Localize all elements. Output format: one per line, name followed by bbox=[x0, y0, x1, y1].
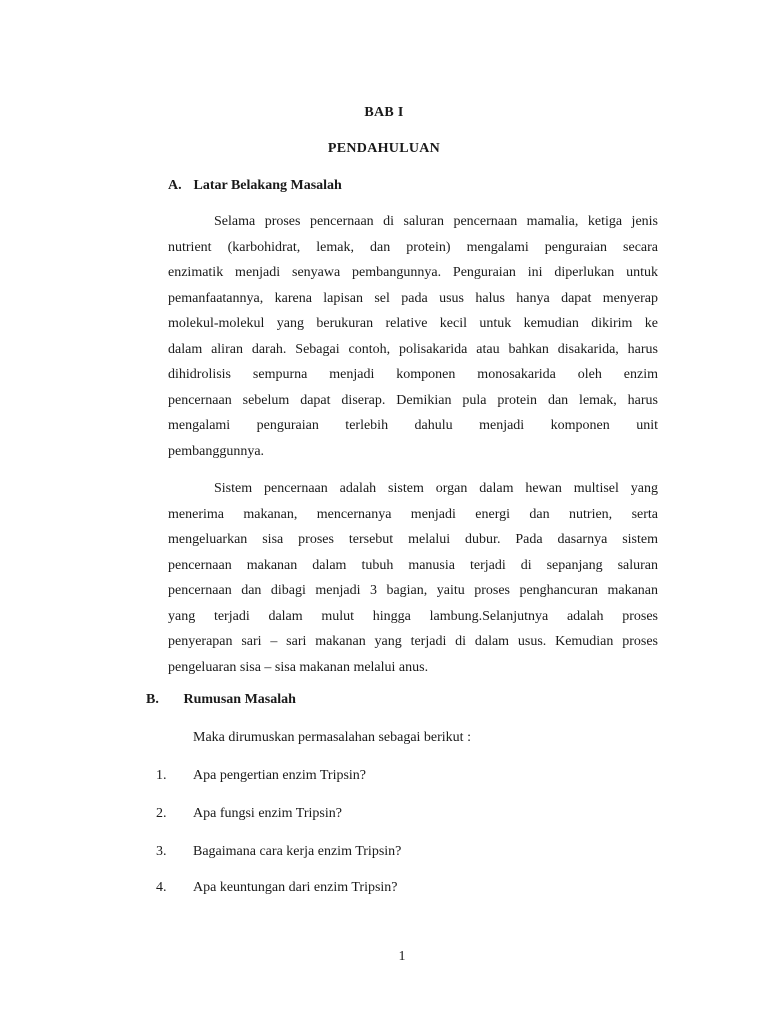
section-a-label: A. bbox=[168, 178, 182, 193]
paragraph-line: penyerapan sari – sari makanan yang terjadi di dalam usus. Kemudian proses bbox=[168, 634, 658, 649]
question-item bbox=[156, 768, 366, 784]
paragraph-line: Sistem pencernaan adalah sistem organ dalam hewan multisel yang bbox=[214, 481, 658, 496]
question-item bbox=[156, 880, 398, 896]
section-a-title: Latar Belakang Masalah bbox=[193, 178, 342, 193]
paragraph-line: nutrient (karbohidrat, lemak, dan protein) mengalami penguraian secara bbox=[168, 239, 658, 255]
section-b-intro: Maka dirumuskan permasalahan sebagai berikut : bbox=[193, 730, 471, 745]
paragraph-line: pencernaan sebelum dapat diserap. Demikian pula protein dan lemak, harus bbox=[168, 392, 658, 408]
paragraph-line: Selama proses pencernaan di saluran pencernaan mamalia, ketiga jenis bbox=[214, 214, 658, 229]
paragraph-line: dihidrolisis sempurna menjadi komponen monosakarida oleh enzim bbox=[168, 367, 658, 382]
section-b-label: B. bbox=[146, 692, 159, 707]
paragraph-line: pembanggunnya. bbox=[168, 443, 265, 459]
paragraph-background-2 bbox=[168, 476, 658, 680]
question-text: Apa keuntungan dari enzim Tripsin? bbox=[193, 880, 398, 895]
paragraph-line: yang terjadi dalam mulut hingga lambung.Selanjutnya adalah proses bbox=[168, 608, 658, 624]
question-text: Apa pengertian enzim Tripsin? bbox=[193, 768, 367, 783]
question-number: 3. bbox=[156, 844, 167, 859]
paragraph-line: mengeluarkan sisa proses tersebut melalui dubur. Pada dasarnya sistem bbox=[168, 532, 658, 547]
chapter-heading: BAB I bbox=[364, 105, 404, 120]
question-number: 1. bbox=[156, 768, 167, 783]
section-b-title: Rumusan Masalah bbox=[183, 692, 296, 707]
chapter-title: PENDAHULUAN bbox=[327, 141, 441, 156]
paragraph-line: enzimatik menjadi senyawa pembangunnya. Penguraian ini diperlukan untuk bbox=[168, 265, 658, 280]
question-item bbox=[156, 806, 342, 822]
paragraph-line: pengeluaran sisa – sisa makanan melalui anus. bbox=[168, 659, 429, 675]
page-number: 1 bbox=[398, 949, 406, 964]
paragraph-background-1 bbox=[168, 209, 658, 464]
paragraph-line: pencernaan dan dibagi menjadi 3 bagian, yaitu proses penghancuran makanan bbox=[168, 583, 658, 598]
question-text: Apa fungsi enzim Tripsin? bbox=[193, 806, 342, 821]
paragraph-line: dalam aliran darah. Sebagai contoh, polisakarida atau bahkan disakarida, harus bbox=[168, 341, 658, 357]
question-text: Bagaimana cara kerja enzim Tripsin? bbox=[193, 844, 402, 859]
question-number: 4. bbox=[156, 880, 167, 895]
paragraph-line: pencernaan makanan dalam tubuh manusia terjadi di sepanjang saluran bbox=[168, 557, 658, 573]
question-item bbox=[156, 844, 401, 860]
section-b-heading bbox=[146, 692, 296, 708]
paragraph-line: pemanfaatannya, karena lapisan sel pada usus halus hanya dapat menyerap bbox=[168, 290, 658, 306]
paragraph-line: mengalami penguraian terlebih dahulu menjadi komponen unit bbox=[168, 418, 658, 433]
question-number: 2. bbox=[156, 806, 167, 821]
paragraph-line: menerima makanan, mencernanya menjadi energi dan nutrien, serta bbox=[168, 506, 658, 522]
section-a-heading bbox=[168, 178, 342, 194]
paragraph-line: molekul-molekul yang berukuran relative kecil untuk kemudian dikirim ke bbox=[168, 316, 658, 331]
